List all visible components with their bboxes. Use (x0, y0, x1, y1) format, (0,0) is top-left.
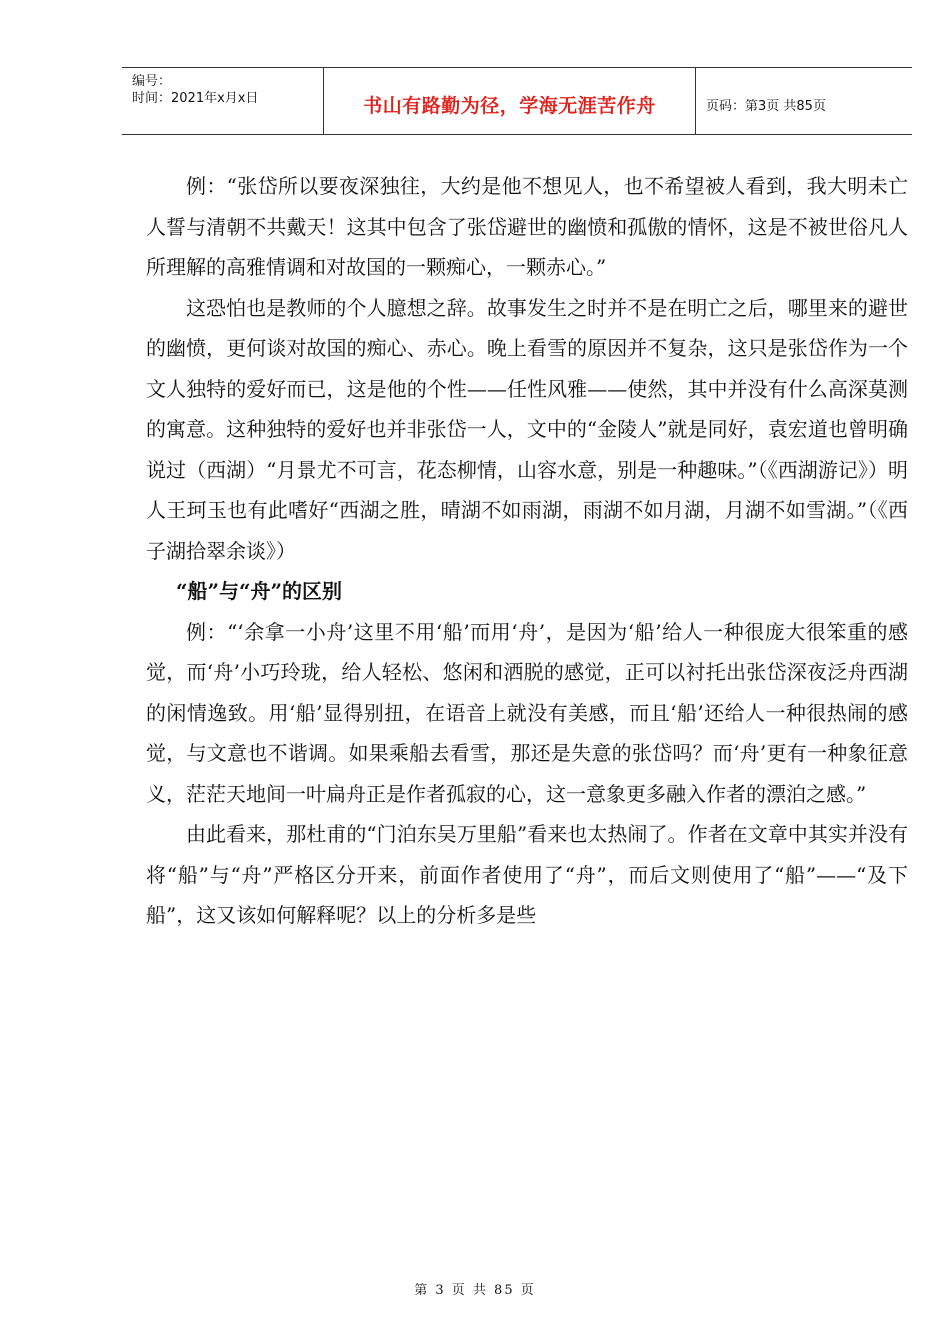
page-footer: 第 3 页 共 85 页 (414, 1283, 536, 1298)
paragraph: 例：“张岱所以要夜深独往，大约是他不想见人，也不希望被人看到，我大明未亡人誓与清朝不共戴天！这其中包含了张岱避世的幽愤和孤傲的情怀，这是不被世俗凡人所理解的高雅情调和对故国的一颗痴心，一颗赤心。” (146, 174, 908, 279)
motto-text: 书山有路勤为径，学海无涯苦作舟 (363, 95, 656, 117)
header-page-cell (696, 68, 912, 134)
header-meta-cell (122, 68, 324, 134)
paragraph: 例：“‘余拿一小舟’这里不用‘船’而用‘舟’，是因为‘船’给人一种很庞大很笨重的感觉，而‘舟’小巧玲珑，给人轻松、悠闲和洒脱的感觉，正可以衬托出张岱深夜泛舟西湖的闲情逸致。用‘船’显得别扭，在语音上就没有美感，而且‘船’还给人一种很热闹的感觉，与文意也不谐调。如果乘船去看雪，那还是失意的张岱吗？而‘舟’更有一种象征意义，茫茫天地间一叶扁舟正是作者孤寂的心，这一意象更多融入作者的漂泊之感。” (146, 619, 908, 806)
header-motto-cell (324, 68, 696, 134)
document-body (146, 166, 908, 936)
section-heading: “船”与“舟”的区别 (176, 579, 343, 603)
page-header (122, 67, 912, 135)
serial-number-label: 编号： (132, 74, 172, 89)
header-page-info: 页码：第3页 共85页 (706, 99, 826, 114)
date-label: 时间：2021年x月x日 (132, 91, 259, 106)
paragraph: 由此看来，那杜甫的“门泊东吴万里船”看来也太热闹了。作者在文章中其实并没有将“船”与“舟”严格区分开来，前面作者使用了“舟”，而后文则使用了“船”——“及下船”，这又该如何解释呢？以上的分析多是些 (146, 822, 908, 927)
paragraph: 这恐怕也是教师的个人臆想之辞。故事发生之时并不是在明亡之后，哪里来的避世的幽愤，更何谈对故国的痴心、赤心。晚上看雪的原因并不复杂，这只是张岱作为一个文人独特的爱好而已，这是他的个性——任性风雅——使然，其中并没有什么高深莫测的寓意。这种独特的爱好也并非张岱一人，文中的“金陵人”就是同好，袁宏道也曾明确说过（西湖）“月景尤不可言，花态柳情，山容水意，别是一种趣味。”（《西湖游记》）明人王珂玉也有此嗜好“西湖之胜，晴湖不如雨湖，雨湖不如月湖，月湖不如雪湖。”（《西子湖拾翠余谈》） (146, 295, 908, 563)
